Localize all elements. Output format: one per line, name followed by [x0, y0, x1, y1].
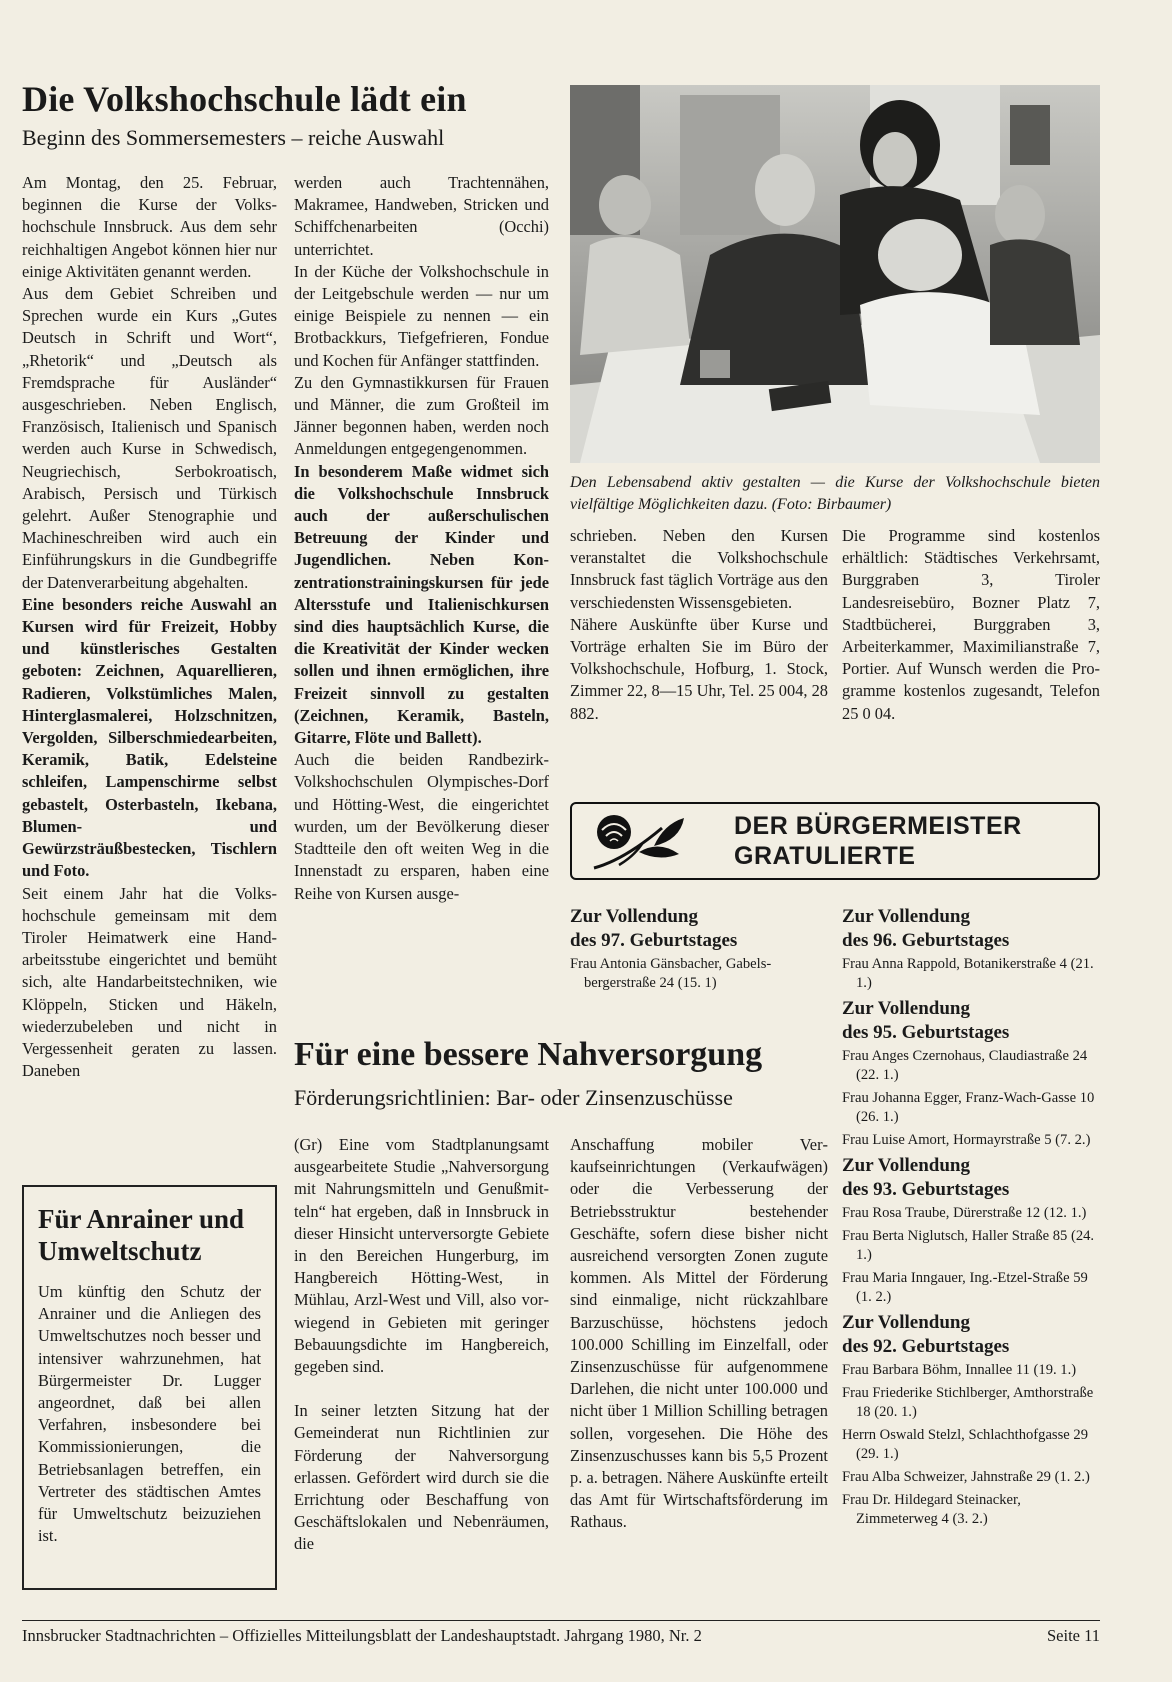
birthday-list-right	[842, 905, 1100, 1533]
birthday-entry: Frau Barbara Böhm, Innallee 11 (19. 1.)	[842, 1362, 1077, 1378]
article2-column-1	[294, 1134, 549, 1556]
footer-divider	[22, 1620, 1100, 1621]
birthday-group-heading-2: des 93. Geburtstages	[842, 1179, 1010, 1200]
birthday-entry: Frau Antonia Gänsbacher, Gabelsbergerstraße 24 (15. 1)	[570, 956, 772, 991]
birthday-list-left	[570, 905, 830, 997]
birthday-group	[842, 997, 1100, 1150]
birthday-group	[842, 905, 1100, 993]
paragraph: Aus dem Gebiet Schreiben und Sprechen wurde ein Kurs „Gutes Deutsch in Schrift und Wort“, „Rhetorik“ und „Deutsch als Fremdsprache für Ausländer“ ausgeschrieben. Neben Englisch, Französisch, Italienisch und Spanisch werden auch Kurse in Schwedisch, Neugriechisch, Serbokroatisch, Arabisch, Persisch und Türkisch gelehrt. Außer Stenographie und Machineschreiben wird auch ein Einführungskurs in die Gundbegriffe der Datenverarbeitung abgehalten.	[22, 284, 277, 592]
paragraph: Auch die beiden Randbezirk-Volkshochschulen Olympisches-Dorf und Hötting-West, die eingerichtet wurden, um der Bevölkerung dieser Stadtteile den oft weiten Weg in die Innenstadt zu ersparen, haben eine Reihe von Kursen ausge-	[294, 750, 549, 903]
birthday-group-heading-2: des 96. Geburtstages	[842, 930, 1010, 951]
paragraph: Die Programme sind kostenlos erhältlich: Städtisches Verkehrsamt, Burggraben 3, Tiroler Landesreisebüro, Bozner Platz 7, Stadtbücherei, Burggraben 3, Arbeiterkammer, Maximilianstraße 7, Portier. Auf Wunsch werden die Programme kostenlos zugesandt, Telefon 25 0 04.	[842, 526, 1100, 723]
article-headline: Die Volkshochschule lädt ein	[22, 79, 467, 119]
birthday-entry: Frau Anna Rappold, Botanikerstraße 4 (21. 1.)	[842, 956, 1094, 991]
birthday-entry: Frau Johanna Egger, Franz-Wach-Gasse 10 (26. 1.)	[842, 1090, 1095, 1125]
sidebar-box-environment	[22, 1185, 277, 1590]
paragraph: In der Küche der Volkshochschule in der Leitgebschule werden — nur um einige Beispiele zu nennen — ein Brotbackkurs, Tiefgefrieren, Fondue und Kochen für Anfänger stattfinden.	[294, 261, 549, 370]
mayor-congratulations-banner	[570, 802, 1100, 880]
paragraph: Am Montag, den 25. Februar, beginnen die Kurse der Volkshochschule Innsbruck. Aus dem sehr reichhaltigen Angebot können hier nur einige Aktivitäten genannt werden.	[22, 173, 277, 281]
paragraph: Eine besonders reiche Auswahl an Kursen wird für Freizeit, Hobby und künstlerisches Gestalten geboten: Zeichnen, Aquarellieren, Radieren, Volkstümliches Malen, Hinterglasmalerei, Holzschnitzen, Vergolden, Silberschmiedearbeiten, Keramik, Batik, Edelsteine schleifen, Lampenschirme selbst gebastelt, Osterbasteln, Ikebana, Blumen- und Gewürzsträußbestecken, Tischlern und Foto.	[22, 594, 277, 881]
birthday-entry: Frau Berta Niglutsch, Haller Straße 85 (24. 1.)	[842, 1228, 1095, 1263]
birthday-entry: Frau Anges Czernohaus, Claudiastraße 24 (22. 1.)	[842, 1048, 1088, 1083]
birthday-entry: Frau Dr. Hildegard Steinacker, Zimmeterweg 4 (3. 2.)	[842, 1492, 1021, 1527]
birthday-group	[570, 905, 830, 993]
paragraph: Seit einem Jahr hat die Volkshochschule gemeinsam mit dem Tiroler Heimatwerk eine Handarbeitsstube eingerichtet und bemüht sich, alte Handarbeitstechniken, wie Klöppeln, Sticken und Häkeln, wiederzubeleben und nicht in Vergessenheit geraten zu lassen. Daneben	[22, 883, 277, 1081]
article1-column-3	[570, 525, 828, 725]
birthday-group-heading-2: des 95. Geburtstages	[842, 1022, 1010, 1043]
photo-course-participants	[570, 85, 1100, 463]
birthday-entry: Frau Friederike Stichlberger, Amthorstraße 18 (20. 1.)	[842, 1385, 1094, 1420]
paragraph: In seiner letzten Sitzung hat der Gemeinderat nun Richtlinien zur Förderung der Nahversorgung erlassen. Gefördert wird durch sie die Errichtung oder Beschaffung von Geschäftslokalen und Nebenräumen, die	[294, 1401, 549, 1554]
birthday-entry: Herrn Oswald Stelzl, Schlachthofgasse 29 (29. 1.)	[842, 1427, 1089, 1462]
birthday-entry: Frau Alba Schweizer, Jahnstraße 29 (1. 2.)	[842, 1469, 1090, 1485]
birthday-group-heading-1: Zur Vollendung	[842, 1312, 970, 1333]
birthday-group-heading-1: Zur Vollendung	[570, 906, 698, 927]
banner-title	[734, 811, 1022, 871]
birthday-group-heading-1: Zur Vollendung	[842, 998, 970, 1019]
box-title-line-1: Für Anrainer und	[38, 1204, 245, 1234]
birthday-group-heading-2: des 92. Geburtstages	[842, 1336, 1010, 1357]
banner-title-line-2: GRATULIERTE	[734, 842, 916, 870]
paragraph: schrieben. Neben den Kursen veranstaltet die Volkshochschule Innsbruck fast täglich Vorträge aus den verschiedensten Wissensgebieten.	[570, 526, 828, 612]
paragraph: werden auch Trachtennähen, Makramee, Handweben, Stricken und Schiffchenarbeiten (Occhi) unterrichtet.	[294, 173, 549, 259]
paragraph: (Gr) Eine vom Stadtplanungsamt ausgearbeitete Studie „Nahversorgung mit Nahrungsmitteln und Genußmitteln“ hat ergeben, daß in Innsbruck in dieser Hinsicht unterversorgte Gebiete in den Bereichen Hungerburg, im Hangbereich Hötting-West, in Mühlau, Arzl-West und Vill, also vorwiegend in Gebieten mit geringer Bebauungsdichte im Hangbereich, gegeben sind.	[294, 1135, 549, 1377]
banner-title-line-1: DER BÜRGERMEISTER	[734, 812, 1022, 840]
box-title-line-2: Umweltschutz	[38, 1236, 202, 1266]
article2-subtitle: Förderungsrichtlinien: Bar- oder Zinsenzuschüsse	[294, 1085, 733, 1110]
photo-caption: Den Lebensabend aktiv gestalten — die Kurse der Volkshochschule bieten vielfältige Möglichkeiten dazu. (Foto: Birbaumer)	[570, 474, 1100, 513]
paragraph: Anschaffung mobiler Verkaufseinrichtungen (Verkaufwägen) oder die Verbesserung der Betriebsstruktur bestehender Geschäfte, sofern diese bisher nicht ausreichend versorgten Zonen zugute kommen. Als Mittel der Förderung sind einmalige, nicht rückzahlbare Barzuschüsse, höchstens jedoch 100.000 Schilling im Einzelfall, oder Zinsenzuschüsse für aufgenommene Darlehen, die nicht unter 100.000 und nicht über 1 Million Schilling betragen sollen, vorgesehen. Die Höhe des Zinsenzuschusses kann bis 5,5 Prozent p. a. betragen. Nähere Auskünfte erteilt das Amt für Wirtschaftsförderung im Rathaus.	[570, 1135, 828, 1532]
box-text: Um künftig den Schutz der Anrainer und die Anliegen des Umweltschutzes noch besser und intensiver wahrzunehmen, hat Bürgermeister Dr. Lugger angeordnet, daß bei allen Verfahren, insbesondere bei Kommissionierungen, die Betriebsanlagen betreffen, ein Vertreter des städtischen Amtes für Umweltschutz beizuziehen ist.	[38, 1282, 261, 1546]
birthday-group	[842, 1154, 1100, 1307]
rose-icon	[584, 810, 704, 872]
box-title	[38, 1203, 261, 1267]
birthday-group-heading-2: des 97. Geburtstages	[570, 930, 738, 951]
article2-headline: Für eine bessere Nahversorgung	[294, 1036, 763, 1073]
birthday-group	[842, 1311, 1100, 1529]
footer-page-number: Seite 11	[1046, 1626, 1100, 1645]
birthday-group-heading-1: Zur Vollendung	[842, 906, 970, 927]
photo-illustration	[570, 85, 1100, 463]
birthday-group-heading-1: Zur Vollendung	[842, 1155, 970, 1176]
paragraph: Nähere Auskünfte über Kurse und Vorträge erhalten Sie im Büro der Volkshochschule, Hofburg, 1. Stock, Zimmer 22, 8—15 Uhr, Tel. 25 004, 28 882.	[570, 614, 828, 723]
article1-column-1	[22, 172, 277, 1082]
article1-column-4	[842, 525, 1100, 725]
article1-column-2	[294, 172, 549, 905]
article2-column-2	[570, 1134, 828, 1534]
article-subtitle: Beginn des Sommersemesters – reiche Auswahl	[22, 125, 445, 150]
paragraph: Zu den Gymnastikkursen für Frauen und Männer, die zum Großteil im Jänner begonnen haben, werden noch Anmeldungen entgegengenommen.	[294, 372, 549, 459]
paragraph: In besonderem Maße widmet sich die Volkshochschule Innsbruck auch der außerschulischen Betreuung der Kinder und Jugendlichen. Neben Konzentrationstrainingskursen für jede Altersstufe und Italienischkursen sind dies hauptsächlich Kurse, die die Kreativität der Kinder wecken sollen und ihnen ermöglichen, ihre Freizeit sinnvoll zu gestalten (Zeichnen, Keramik, Basteln, Gitarre, Flöte und Ballett).	[294, 461, 549, 748]
birthday-entry: Frau Maria Inngauer, Ing.-Etzel-Straße 59 (1. 2.)	[842, 1270, 1088, 1305]
birthday-entry: Frau Luise Amort, Hormayrstraße 5 (7. 2.)	[842, 1132, 1091, 1148]
birthday-entry: Frau Rosa Traube, Dürerstraße 12 (12. 1.)	[842, 1205, 1087, 1221]
footer-publication: Innsbrucker Stadtnachrichten – Offizielles Mitteilungsblatt der Landeshauptstadt. Jahrgang 1980, Nr. 2	[22, 1626, 702, 1645]
